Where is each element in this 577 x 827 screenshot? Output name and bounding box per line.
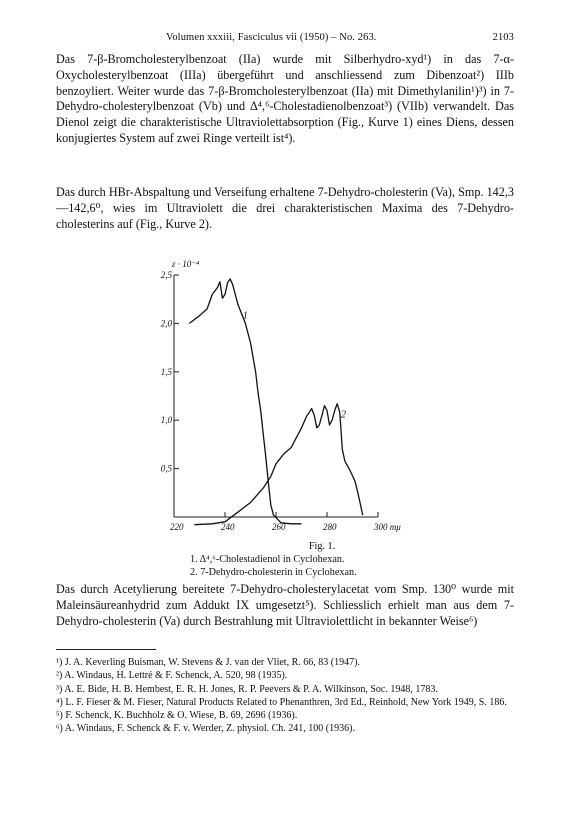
journal-line: Volumen xxxiii, Fasciculus vii (1950) – No. 263. xyxy=(166,32,377,43)
footnotes xyxy=(56,656,514,736)
y-tick-label: 2,0 xyxy=(160,318,172,329)
x-tick-label: 300 mμ xyxy=(374,522,401,532)
x-tick-label: 220 xyxy=(170,522,184,532)
y-tick-label: 1,0 xyxy=(160,415,172,426)
x-tick-label: 240 xyxy=(221,522,235,532)
legend-item-1: 1. Δ⁴,⁶-Cholestadienol in Cyclohexan. xyxy=(190,554,345,566)
footnote-6: ⁶) A. Windaus, F. Schenck & F. v. Werder, Z. physiol. Ch. 241, 100 (1936). xyxy=(56,723,355,735)
x-tick-label: 260 xyxy=(272,522,286,532)
x-tick-label: 280 xyxy=(323,522,337,532)
legend-item-2: 2. 7-Dehydro-cholesterin in Cyclohexan. xyxy=(190,567,357,579)
footnote-divider xyxy=(56,649,156,650)
paragraph-2: Das durch HBr-Abspaltung und Verseifung erhaltene 7-Dehydro-cholesterin (Va), Smp. 142,3—142,6⁰, wies im Ultraviolett die drei charakteristischen Maxima des 7-Dehydro-cholesterins auf (Fig., Kurve 2). xyxy=(56,185,514,231)
series-line-2 xyxy=(194,404,362,525)
paragraph-1: Das 7-β-Bromcholesterylbenzoat (IIa) wurde mit Silberhydro-xyd¹) in das 7-α-Oxycholesterylbenzoat (IIIa) übergeführt und anschliessend zum Dibenzoat²) IIIb benzoyliert. Weiter wurde das 7-β-Bromcholesterylbenzoat (IIa) mit Dimethylanilin¹)³) in 7-Dehydro-cholesterylbenzoat (Vb) und Δ⁴,⁶-Cholestadienolbenzoat³) (VIIb) verwandelt. Das Dienol zeigt die charakteristische Ultraviolettabsorption (Fig., Kurve 1) eines Diens, dessen konjugiertes System auf zwei Ringe verteilt ist⁴). xyxy=(56,52,514,145)
curve-2-label: 2 xyxy=(341,409,347,421)
footnote-3: ³) A. E. Bide, H. B. Hembest, E. R. H. Jones, R. P. Peevers & P. A. Wilkinson, Soc. 1948, 1783. xyxy=(56,683,438,695)
footnote-2: ²) A. Windaus, H. Lettré & F. Schenck, A. 520, 98 (1935). xyxy=(56,670,288,682)
uv-absorption-chart xyxy=(160,255,420,540)
figure-title: Fig. 1. xyxy=(308,541,336,552)
curve-1-label: 1 xyxy=(242,310,248,322)
footnote-4: ⁴) L. F. Fieser & M. Fieser, Natural Products Related to Phenanthren, 3rd Ed., Reinhold, New York 1949, S. 186. xyxy=(56,696,507,708)
y-tick-label: 2,5 xyxy=(160,270,172,280)
figure-caption xyxy=(190,540,410,580)
footnote-1: ¹) J. A. Keverling Buisman, W. Stevens & J. van der Vliet, R. 66, 83 (1947). xyxy=(56,657,360,668)
y-tick-label: 1,5 xyxy=(160,366,172,377)
y-tick-label: 0,5 xyxy=(160,463,172,474)
y-axis-label: ε · 10⁻⁴ xyxy=(172,259,200,269)
footnote-5: ⁵) F. Schenck, K. Buchholz & O. Wiese, B. 69, 2696 (1936). xyxy=(56,710,298,722)
paragraph-3: Das durch Acetylierung bereitete 7-Dehydro-cholesterylacetat vom Smp. 130⁰ wurde mit Maleinsäureanhydrid zum Addukt IX umgesetzt⁵). Schliesslich erhielt man aus dem 7-Dehydro-cholesterin (Va) durch Bestrahlung mit Ultraviolettlicht in bekannter Weise⁶) xyxy=(56,582,514,628)
page-number: 2103 xyxy=(492,32,514,43)
